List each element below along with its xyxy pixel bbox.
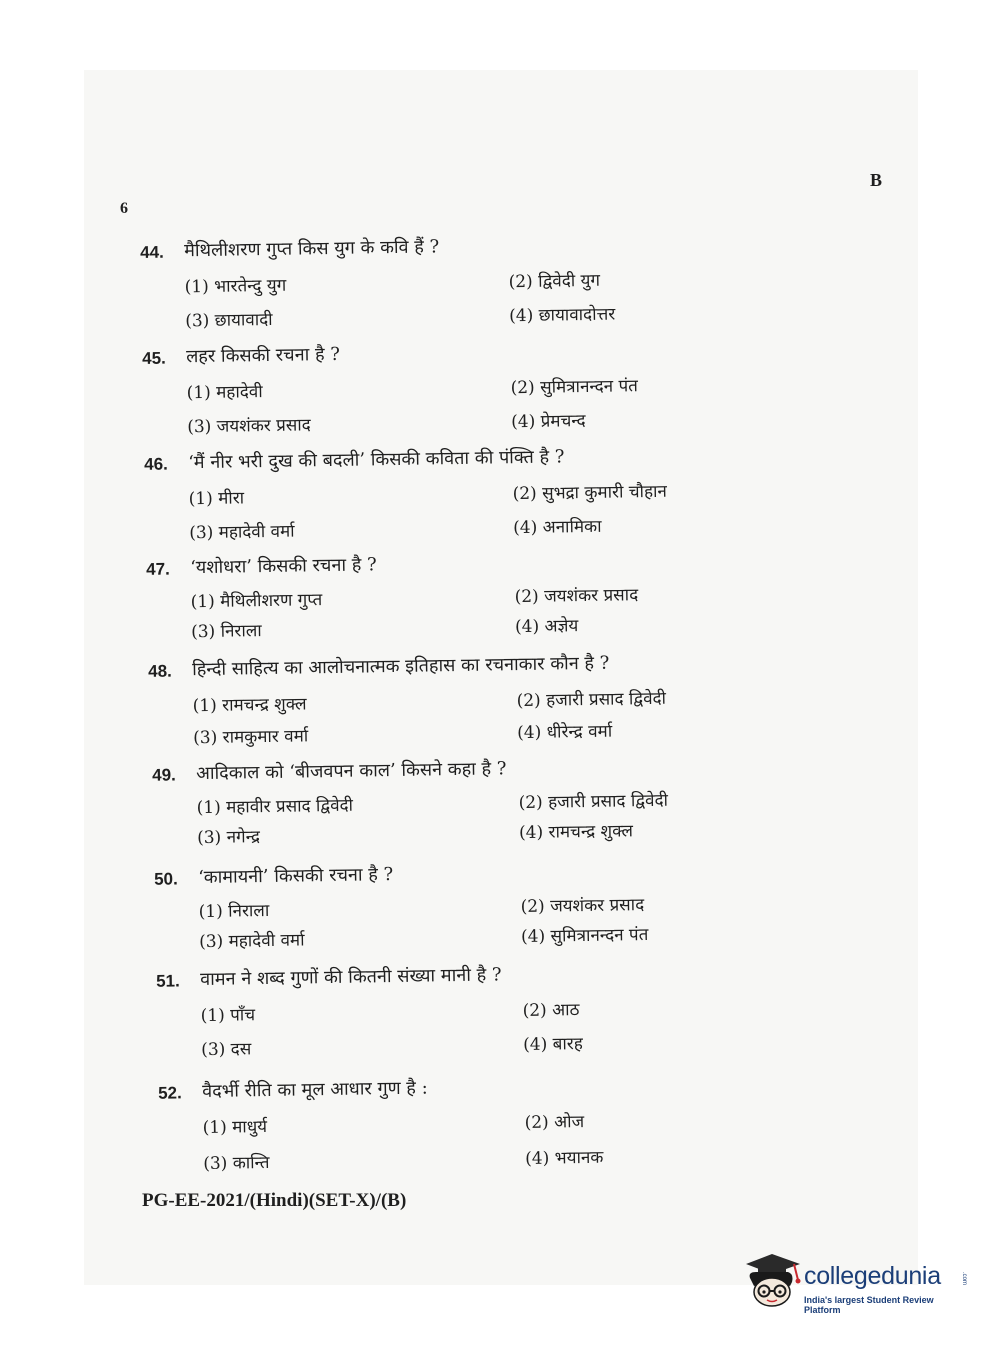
question-number: 49. (151, 765, 176, 785)
option-1: (1) महादेवी (186, 382, 263, 404)
question-number: 50. (153, 869, 178, 889)
option-4: (4) अनामिका (513, 516, 602, 539)
option-2: (2) जयशंकर प्रसाद (514, 585, 639, 608)
question-text: आदिकाल को ‘बीजवपन काल’ किसने कहा है ? (195, 758, 507, 785)
option-4: (4) भयानक (525, 1147, 604, 1169)
brand-name: collegedunia (804, 1262, 941, 1290)
option-4: (4) अज्ञेय (514, 616, 579, 638)
brand-tagline: India's largest Student Review Platform (804, 1295, 934, 1315)
option-3: (3) महादेवी वर्मा (189, 521, 295, 544)
option-1: (1) भारतेन्दु युग (184, 275, 287, 298)
option-2: (2) सुभद्रा कुमारी चौहान (512, 481, 668, 505)
question-text: वामन ने शब्द गुणों की कितनी संख्या मानी है ? (199, 964, 502, 991)
question-number: 47. (145, 559, 170, 579)
question-text: मैथिलीशरण गुप्त किस युग के कवि हैं ? (183, 236, 440, 262)
option-4: (4) बारह (523, 1034, 583, 1055)
collegedunia-watermark (742, 1250, 972, 1314)
option-2: (2) सुमित्रानन्दन पंत (510, 376, 639, 399)
option-1: (1) मीरा (188, 488, 245, 510)
question-number: 52. (157, 1083, 182, 1103)
brand-domain-suffix: .com (961, 1272, 967, 1286)
question-text: लहर किसकी रचना है ? (185, 343, 341, 368)
option-4: (4) सुमित्रानन्दन पंत (520, 925, 649, 948)
option-1: (1) पाँच (200, 1005, 256, 1027)
option-3: (3) रामकुमार वर्मा (193, 726, 309, 749)
option-3: (3) महादेवी वर्मा (198, 930, 305, 953)
option-4: (4) छायावादोत्तर (509, 304, 616, 327)
option-2: (2) आठ (522, 1000, 580, 1021)
option-3: (3) निराला (190, 621, 262, 643)
option-3: (3) छायावादी (185, 309, 273, 332)
question-number: 44. (140, 242, 164, 262)
question-number: 48. (147, 661, 172, 681)
option-2: (2) द्विवेदी युग (508, 270, 601, 293)
question-number: 51. (155, 971, 180, 991)
page-number: 6 (120, 200, 128, 217)
option-2: (2) हजारी प्रसाद द्विवेदी (516, 688, 667, 712)
set-letter: B (870, 170, 883, 190)
option-3: (3) कान्ति (203, 1152, 270, 1175)
option-2: (2) जयशंकर प्रसाद (520, 895, 645, 918)
option-3: (3) नगेन्द्र (196, 827, 261, 849)
question-text: ‘मैं नीर भरी दुख की बदली’ किसकी कविता की पंक्ति है ? (187, 446, 565, 474)
option-3: (3) दस (201, 1039, 252, 1061)
option-4: (4) धीरेन्द्र वर्मा (517, 721, 613, 744)
option-2: (2) हजारी प्रसाद द्विवेदी (518, 790, 669, 814)
question-number: 45. (141, 348, 166, 368)
graduate-mascot-icon (742, 1250, 802, 1314)
question-text: वैदर्भी रीति का मूल आधार गुण है : (201, 1077, 428, 1103)
exam-code-footer: PG-EE-2021/(Hindi)(SET-X)/(B) (142, 1190, 407, 1211)
option-1: (1) निराला (198, 900, 270, 923)
option-4: (4) रामचन्द्र शुक्ल (518, 821, 634, 844)
question-number: 46. (143, 454, 168, 474)
option-1: (1) मैथिलीशरण गुप्त (190, 590, 323, 613)
option-3: (3) जयशंकर प्रसाद (187, 415, 311, 438)
question-text: हिन्दी साहित्य का आलोचनात्मक इतिहास का रचनाकार कौन है ? (191, 652, 610, 681)
option-2: (2) ओज (524, 1112, 585, 1133)
option-4: (4) प्रेमचन्द (511, 411, 586, 433)
option-1: (1) रामचन्द्र शुक्ल (192, 694, 307, 717)
option-1: (1) माधुर्य (202, 1117, 268, 1139)
question-text: ‘यशोधरा’ किसकी रचना है ? (189, 554, 377, 579)
option-1: (1) महावीर प्रसाद द्विवेदी (196, 795, 354, 819)
question-text: ‘कामायनी’ किसकी रचना है ? (197, 864, 394, 889)
